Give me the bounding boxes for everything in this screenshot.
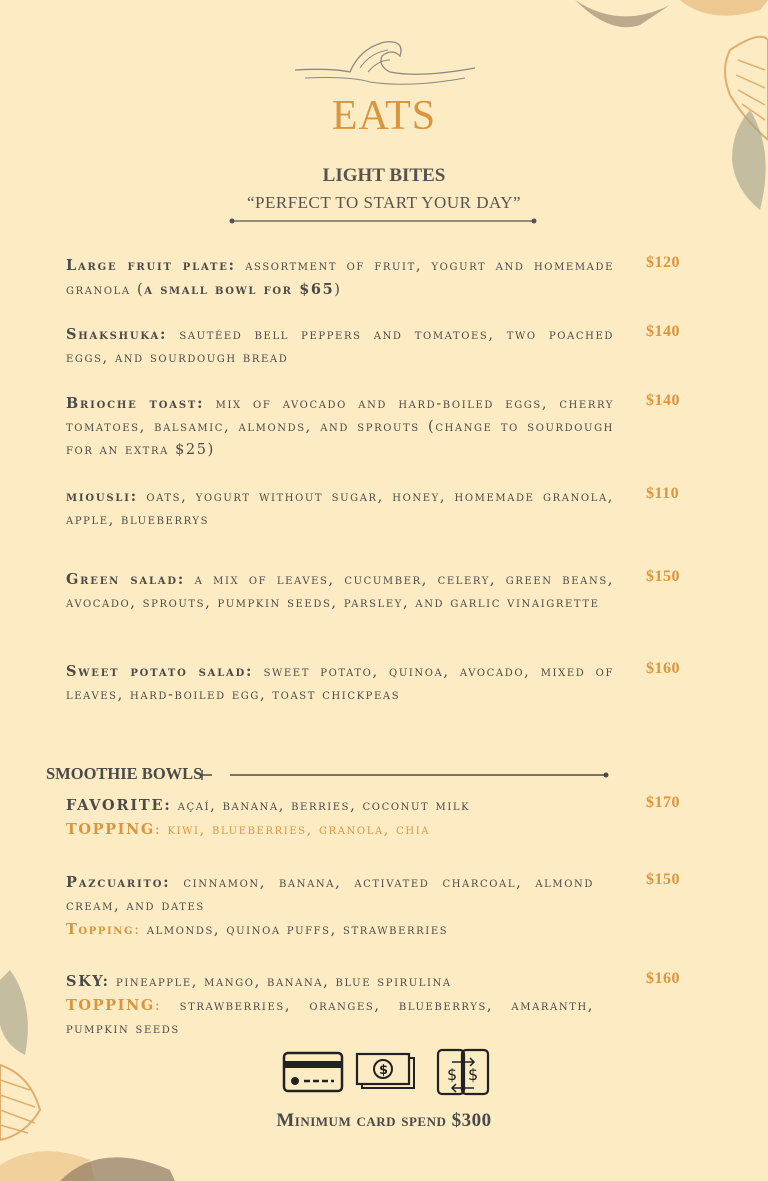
svg-text:$: $ <box>379 1063 389 1078</box>
section-title-smoothie-bowls: SMOOTHIE BOWLS <box>46 764 203 783</box>
credit-card-icon <box>284 1053 342 1091</box>
page-title: EATS <box>331 93 437 139</box>
mobile-transfer-icon <box>438 1050 488 1094</box>
menu-item-green-salad: Green salad: a mix of leaves, cucumber, celery, green beans, avocado, sprouts, pumpkin seeds, parsley, and garlic vinaigrette <box>66 571 614 611</box>
price-fruit-plate: $120 <box>646 254 680 271</box>
price-shakshuka: $140 <box>646 323 680 340</box>
smoothie-section-rule <box>200 769 612 781</box>
price-favorite: $170 <box>646 794 680 811</box>
menu-item-miousli: miousli: oats, yogurt without sugar, honey, homemade granola, apple, blueberrys <box>66 488 614 528</box>
smoothie-item-favorite: FAVORITE: açaí, banana, berries, coconut milk TOPPING: kiwi, blueberries, granola, chia <box>66 797 471 838</box>
price-sweet-potato-salad: $160 <box>646 660 680 677</box>
price-sky: $160 <box>646 970 680 987</box>
cash-icon <box>357 1054 414 1088</box>
wave-logo-icon <box>290 38 480 88</box>
smoothie-item-pazcuarito: Pazcuarito: cinnamon, banana, activated charcoal, almond cream, and dates Topping: almonds, quinoa puffs, strawberries <box>66 874 594 938</box>
menu-item-shakshuka: Shakshuka: sautéed bell peppers and tomatoes, two poached eggs, and sourdough bread <box>66 326 614 366</box>
price-pazcuarito: $150 <box>646 871 680 888</box>
section-title-light-bites: LIGHT BITES <box>322 165 446 186</box>
svg-text:$: $ <box>468 1065 479 1084</box>
svg-text:$: $ <box>447 1065 458 1084</box>
price-miousli: $110 <box>646 485 680 502</box>
price-brioche-toast: $140 <box>646 392 680 409</box>
tagline: “PERFECT TO START YOUR DAY” <box>246 193 522 212</box>
payment-icons <box>282 1048 492 1096</box>
menu-item-brioche-toast: Brioche toast: mix of avocado and hard-boiled eggs, cherry tomatoes, balsamic, almonds, and sprouts (change to sourdough for an extra $25) <box>66 395 614 458</box>
minimum-card-spend: Minimum card spend $300 <box>276 1110 492 1131</box>
tagline-underline <box>229 217 537 225</box>
smoothie-item-sky: SKY: pineapple, mango, banana, blue spirulina TOPPING: strawberries, oranges, blueberrys, amaranth, pumpkin seeds <box>66 973 594 1037</box>
price-green-salad: $150 <box>646 568 680 585</box>
menu-item-sweet-potato-salad: Sweet potato salad: sweet potato, quinoa, avocado, mixed of leaves, hard-boiled egg, toast chickpeas <box>66 663 614 703</box>
menu-item-fruit-plate: Large fruit plate: assortment of fruit, yogurt and homemade granola (a small bowl for $65) <box>66 257 614 298</box>
